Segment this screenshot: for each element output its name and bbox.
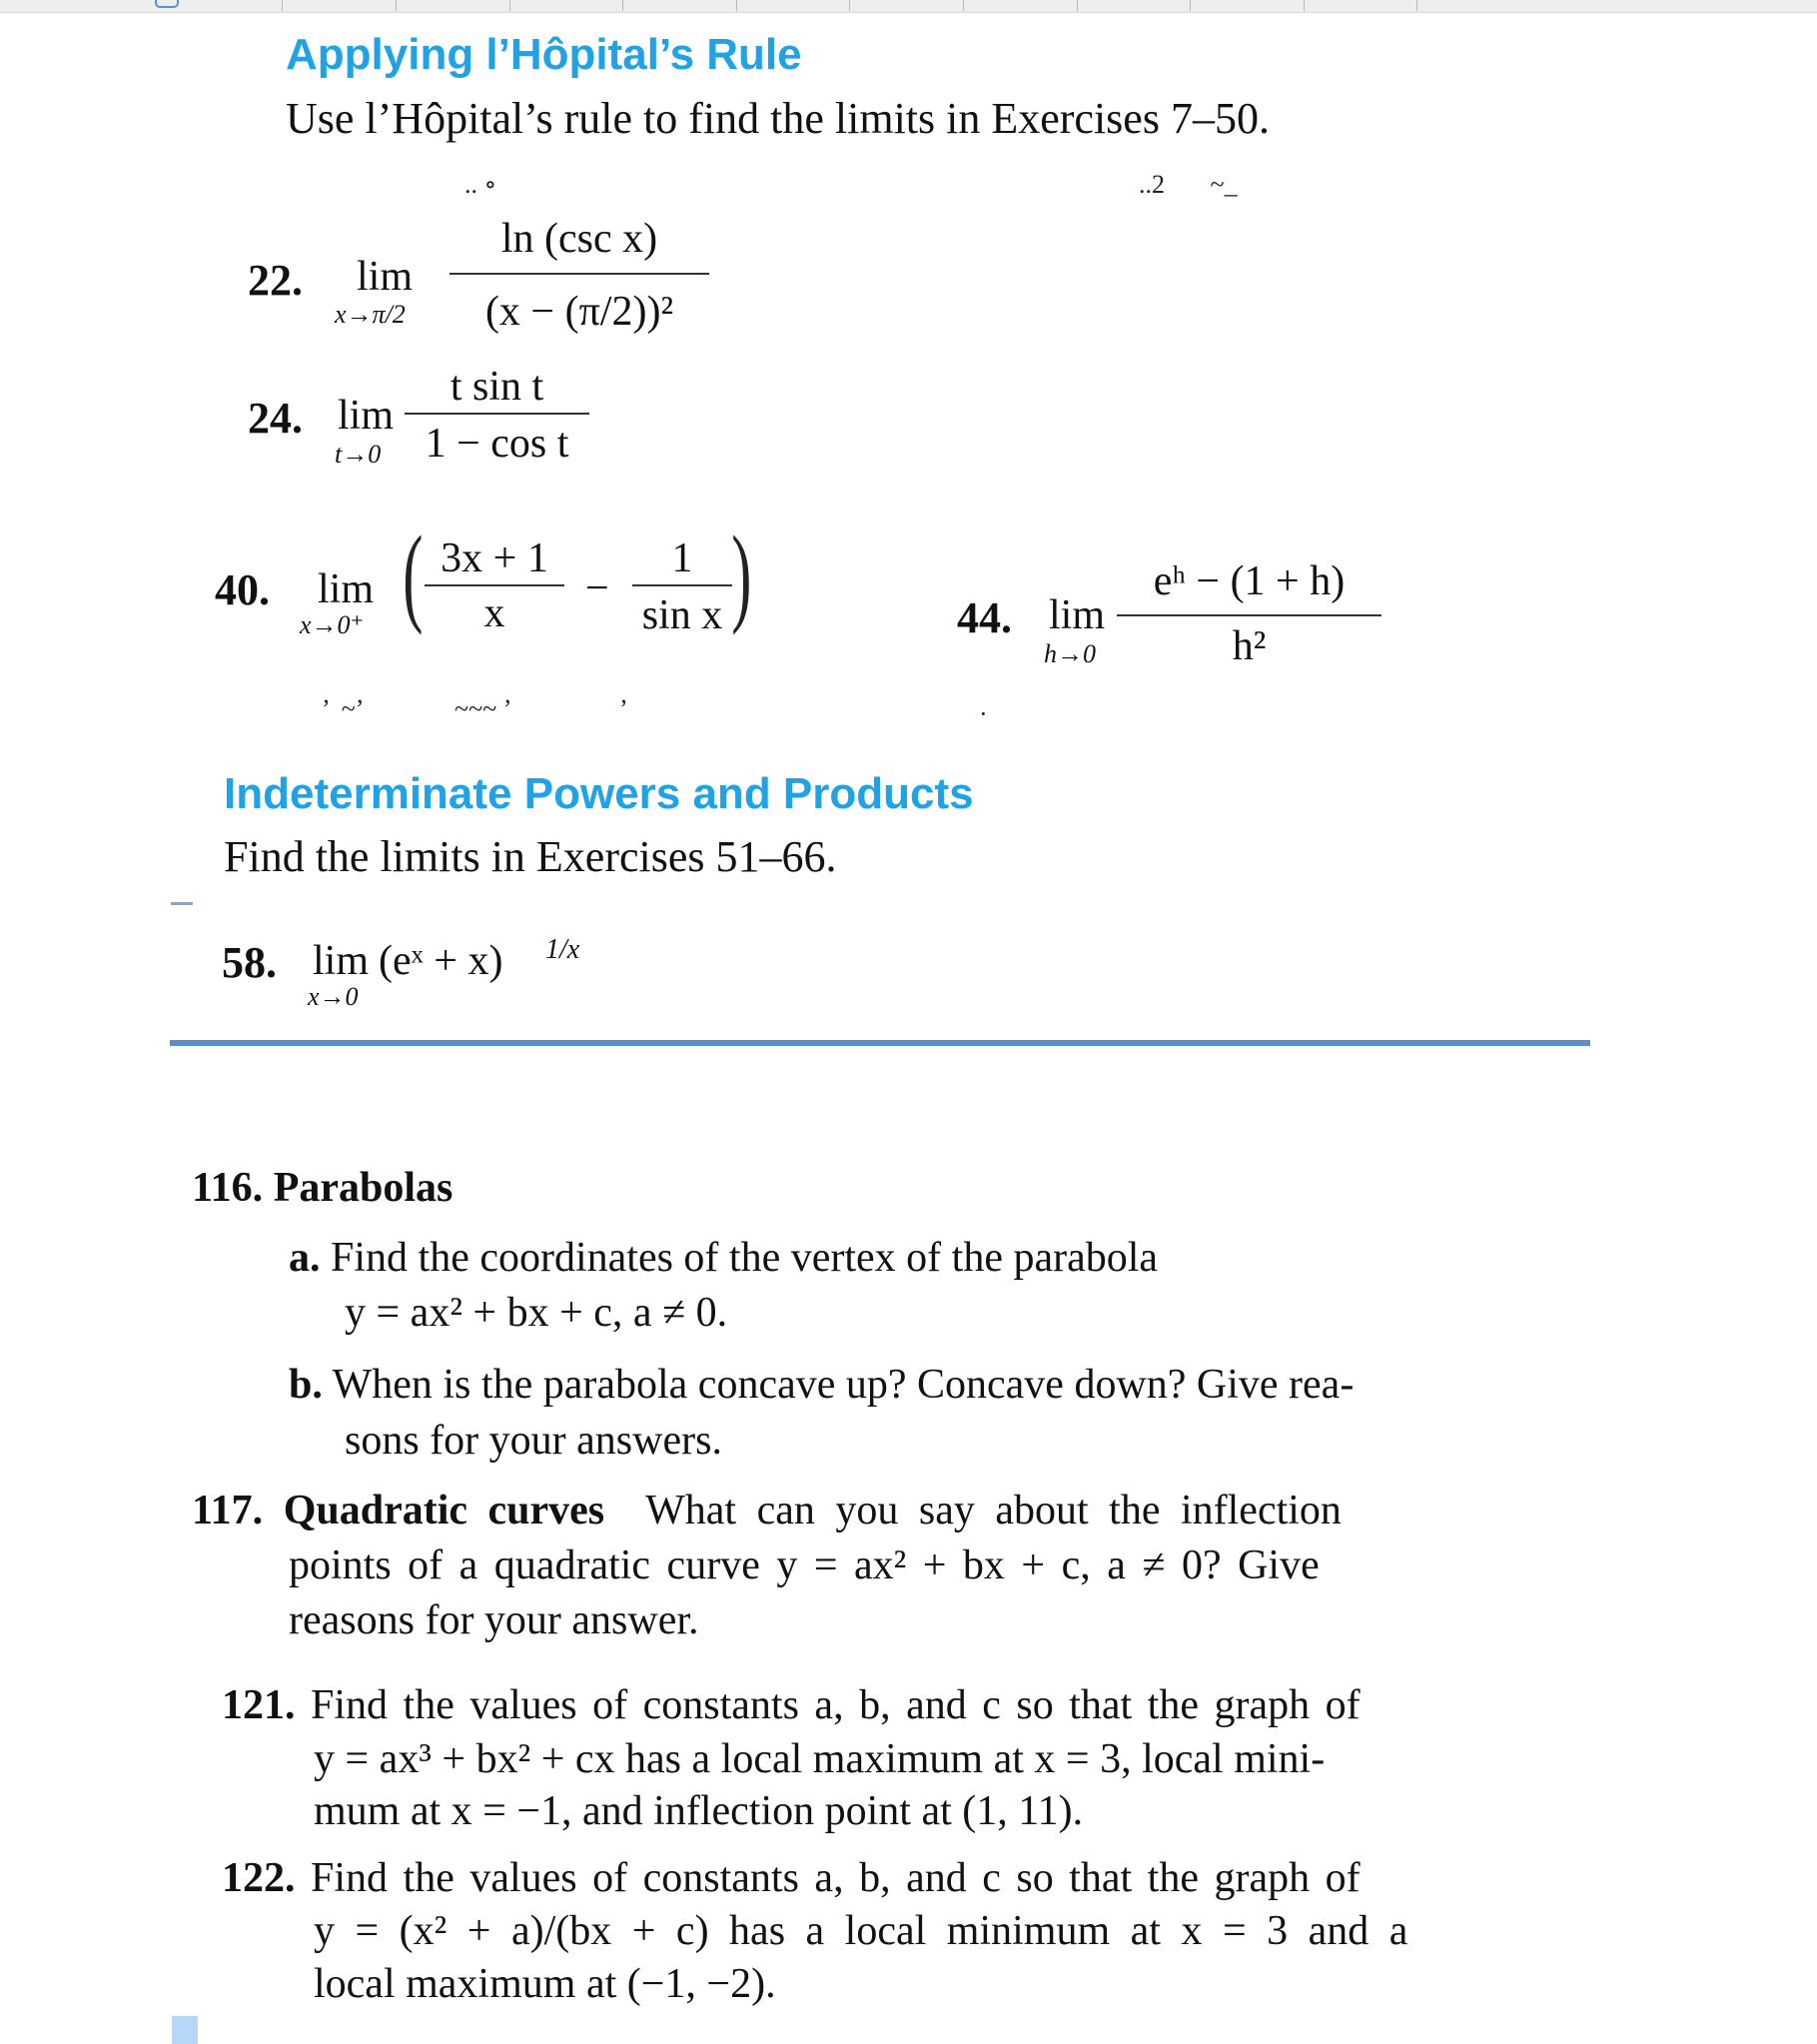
- ruler-tick: [963, 0, 964, 11]
- problem-title: Quadratic curves: [283, 1488, 605, 1533]
- ruler-tick: [1077, 0, 1078, 11]
- problem-121-line2: y = ax³ + bx² + cx has a local maximum at x = 3, local mini-: [314, 1736, 1326, 1782]
- problem-number: 122.: [222, 1855, 296, 1901]
- margin-mark: [171, 902, 193, 905]
- problem-116-heading: [192, 1164, 453, 1212]
- ruler-tick: [622, 0, 623, 11]
- problem-text: Find the values of constants a, b, and c so that the graph of: [311, 1682, 1361, 1728]
- clipped-fragment: ~~~ ’: [454, 694, 512, 723]
- problem-116-part-b-line2: sons for your answers.: [345, 1418, 722, 1464]
- problem-116-part-b: [289, 1361, 1354, 1409]
- exercise-number: 24.: [248, 394, 303, 443]
- clipped-fragment: ..2 ~_: [1139, 170, 1238, 199]
- problem-117-line1: [192, 1487, 1342, 1534]
- problem-title: Parabolas: [273, 1165, 454, 1211]
- limit-subscript: x→π/2: [335, 300, 406, 329]
- clipped-fragment: ·: [979, 699, 988, 728]
- exercise-number: 40.: [215, 565, 270, 614]
- problem-116-part-a: [289, 1234, 1158, 1282]
- fraction-denominator: x: [483, 590, 505, 636]
- part-label: b.: [289, 1362, 323, 1408]
- fraction-bar: [1117, 614, 1381, 616]
- ruler-tick: [396, 0, 397, 11]
- ruler-tick: [736, 0, 737, 11]
- limit-subscript: x→0: [308, 982, 359, 1011]
- right-paren: ): [731, 513, 752, 635]
- problem-117-line2: points of a quadratic curve y = ax² + bx + c, a ≠ 0? Give: [289, 1542, 1320, 1588]
- top-ruler: [0, 0, 1817, 13]
- limit-operator: lim: [338, 393, 395, 439]
- page-corner-icon: [155, 0, 179, 8]
- limit-operator: lim: [318, 566, 375, 612]
- clipped-fragment: ’ ~’: [322, 694, 365, 723]
- fraction-denominator: sin x: [641, 592, 723, 638]
- problem-text: What can you say about the inflection: [645, 1488, 1342, 1533]
- problem-text: Find the values of constants a, b, and c so that the graph of: [311, 1855, 1361, 1901]
- section-heading-powers: Indeterminate Powers and Products: [224, 769, 974, 818]
- ruler-tick: [1416, 0, 1417, 11]
- problem-121-line3: mum at x = −1, and inflection point at (1, 11).: [314, 1788, 1084, 1834]
- part-label: a.: [289, 1235, 321, 1281]
- ruler-tick: [509, 0, 510, 11]
- selection-marker: [172, 2016, 198, 2044]
- exercise-number: 22.: [248, 256, 303, 305]
- fraction-denominator: (x − (π/2))²: [484, 289, 674, 335]
- fraction-numerator: ln (csc x): [500, 216, 658, 262]
- ruler-tick: [282, 0, 283, 11]
- fraction-bar: [425, 584, 564, 586]
- fraction-denominator: h²: [1232, 623, 1267, 669]
- part-text: Find the coordinates of the vertex of the parabola: [331, 1235, 1159, 1281]
- fraction-numerator: 3x + 1: [441, 535, 548, 581]
- ruler-tick: [1304, 0, 1305, 11]
- problem-122-line3: local maximum at (−1, −2).: [314, 1961, 776, 2007]
- problem-122-line1: [222, 1854, 1361, 1902]
- exercise-number: 58.: [222, 938, 277, 987]
- problem-117-line3: reasons for your answer.: [289, 1597, 699, 1643]
- problem-number: 121.: [222, 1682, 296, 1728]
- fraction-bar: [450, 273, 709, 275]
- limit-subscript: x→0⁺: [300, 610, 365, 639]
- limit-subscript: t→0: [335, 440, 382, 469]
- section-heading-lhopital: Applying l’Hôpital’s Rule: [286, 30, 802, 79]
- exercise-number: 44.: [957, 593, 1012, 642]
- limit-operator: lim: [357, 254, 414, 300]
- fraction-bar: [632, 584, 732, 586]
- fraction-numerator: 1: [671, 535, 693, 581]
- problem-122-line2: y = (x² + a)/(bx + c) has a local minimum at x = 3 and a: [314, 1908, 1408, 1954]
- left-paren: (: [403, 513, 424, 635]
- problem-number: 117.: [192, 1488, 264, 1533]
- limit-operator: lim: [313, 938, 370, 984]
- ruler-tick: [1190, 0, 1191, 11]
- fraction-numerator: t sin t: [450, 364, 544, 410]
- fraction-bar: [405, 413, 589, 415]
- fraction-denominator: 1 − cos t: [425, 421, 569, 467]
- limit-expression: (eˣ + x): [379, 938, 503, 984]
- fraction-numerator: eʰ − (1 + h): [1153, 558, 1346, 604]
- limit-subscript: h→0: [1044, 639, 1096, 668]
- clipped-fragment: ’: [619, 694, 628, 723]
- part-text: When is the parabola concave up? Concave down? Give rea-: [332, 1362, 1355, 1408]
- problem-number: 116.: [192, 1165, 264, 1211]
- section-instruction-powers: Find the limits in Exercises 51–66.: [224, 832, 837, 881]
- minus-sign: −: [585, 565, 609, 611]
- limit-exponent: 1/x: [545, 934, 580, 965]
- clipped-fragment: .. ∘: [464, 170, 497, 199]
- section-instruction-lhopital: Use l’Hôpital’s rule to find the limits in Exercises 7–50.: [286, 94, 1270, 143]
- problem-121-line1: [222, 1681, 1361, 1729]
- limit-operator: lim: [1049, 592, 1106, 638]
- problem-116-part-a-line2: y = ax² + bx + c, a ≠ 0.: [345, 1290, 728, 1336]
- section-divider: [170, 1040, 1590, 1046]
- ruler-tick: [849, 0, 850, 11]
